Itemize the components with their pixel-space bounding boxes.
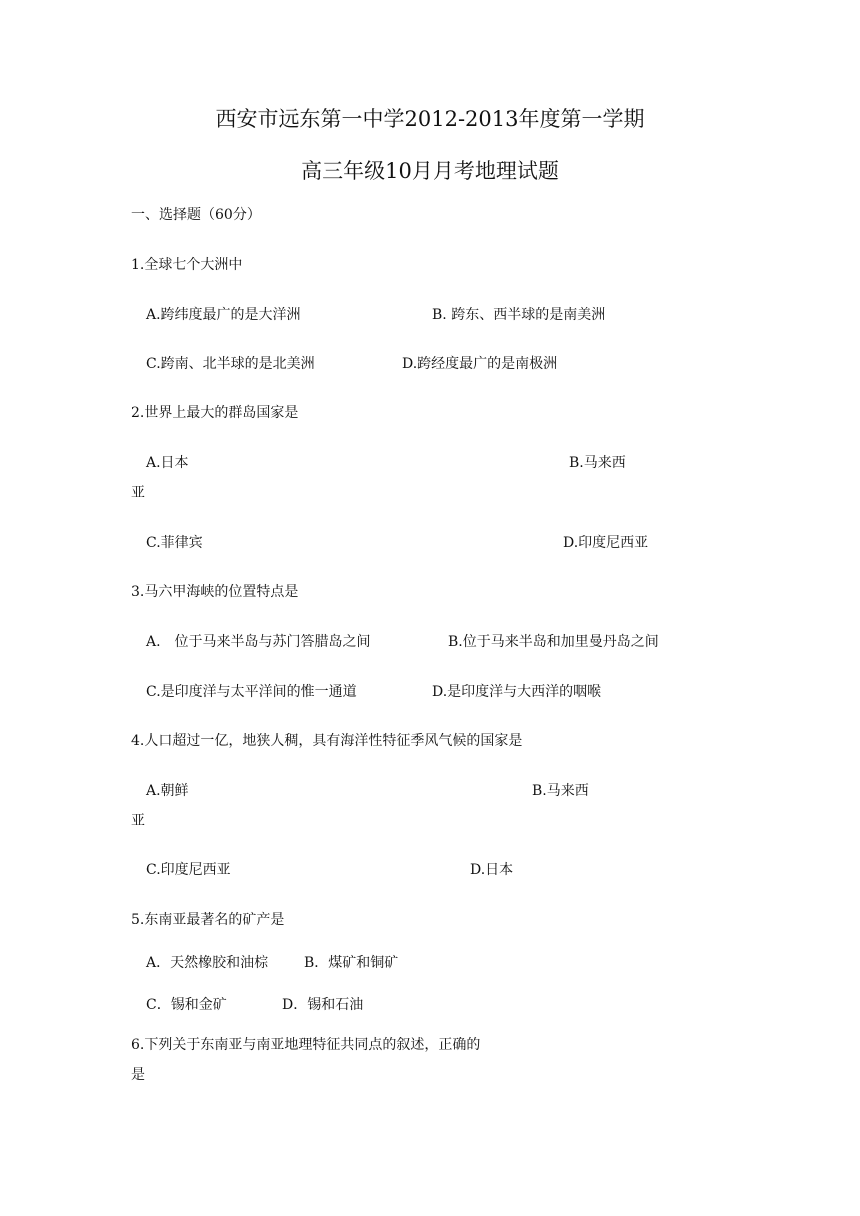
question-1-option-c: C.跨南、北半球的是北美洲 [146,356,315,372]
question-2-option-c: C.菲律宾 [146,535,203,551]
question-1-stem: 1.全球七个大洲中 [131,257,243,273]
question-2-option-b: B.马来西 [569,455,626,471]
question-1-option-a: A.跨纬度最广的是大洋洲 [146,307,301,323]
document-title-line2: 高三年级10月月考地理试题 [301,159,559,183]
question-1-option-d: D.跨经度最广的是南极洲 [402,356,558,372]
question-6-stem: 6.下列关于东南亚与南亚地理特征共同点的叙述，正确的 [131,1037,481,1053]
question-2-stem: 2.世界上最大的群岛国家是 [131,405,299,421]
question-4-option-b: B.马来西 [532,783,589,799]
question-5-option-a: A．天然橡胶和油棕 [146,955,269,971]
question-2-option-b-wrap: 亚 [131,485,145,501]
question-4-option-b-wrap: 亚 [131,813,145,829]
question-2-option-a: A.日本 [146,455,189,471]
question-5-option-c: C．锡和金矿 [146,997,227,1013]
document-title-line1: 西安市远东第一中学2012-2013年度第一学期 [215,107,645,131]
question-4-stem: 4.人口超过一亿，地狭人稠，具有海洋性特征季风气候的国家是 [131,733,523,749]
question-1-option-b: B. 跨东、西半球的是南美洲 [432,307,606,323]
question-4-option-a: A.朝鲜 [146,783,189,799]
question-3-option-d: D.是印度洋与大西洋的咽喉 [432,684,602,700]
question-3-stem: 3.马六甲海峡的位置特点是 [131,584,299,600]
section-heading: 一、选择题（60分） [131,207,261,223]
question-3-option-c: C.是印度洋与太平洋间的惟一通道 [146,684,357,700]
question-3-option-a: A. 位于马来半岛与苏门答腊岛之间 [146,634,371,650]
question-5-option-d: D．锡和石油 [282,997,364,1013]
question-6-stem-wrap: 是 [131,1067,145,1083]
question-4-option-c: C.印度尼西亚 [146,862,231,878]
question-5-option-b: B．煤矿和铜矿 [304,955,399,971]
question-2-option-d: D.印度尼西亚 [563,535,649,551]
question-5-stem: 5.东南亚最著名的矿产是 [131,912,285,928]
question-3-option-b: B.位于马来半岛和加里曼丹岛之间 [448,634,659,650]
question-4-option-d: D.日本 [470,862,514,878]
